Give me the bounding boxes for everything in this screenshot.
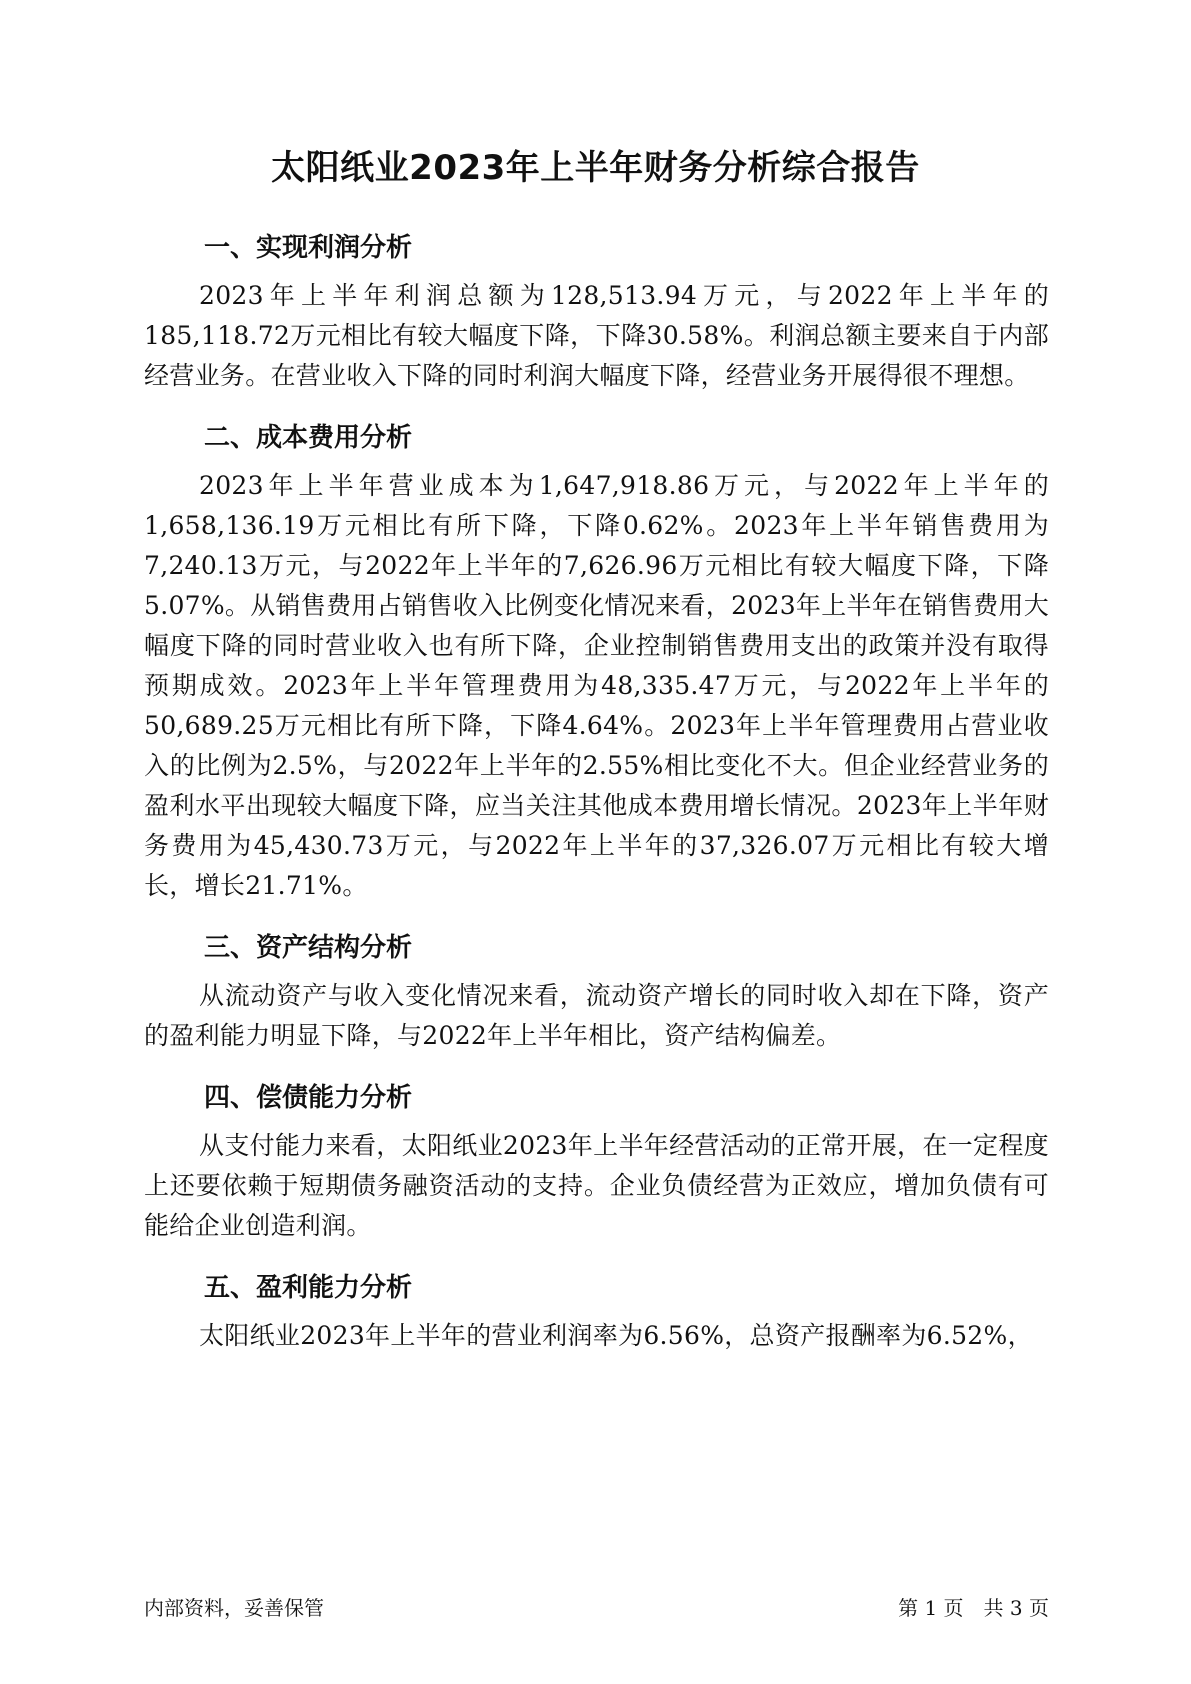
paragraph: 从支付能力来看，太阳纸业2023年上半年经营活动的正常开展，在一定程度上还要依赖于短期债务融资活动的支持。企业负债经营为正效应，增加负债有可能给企业创造利润。 (144, 1131, 1049, 1240)
section-profitability (144, 1268, 1049, 1356)
section-heading: 二、成本费用分析 (204, 423, 413, 453)
page-mid: 页 共 (943, 1596, 1004, 1620)
page-footer (144, 1592, 1049, 1624)
confidentiality-note: 内部资料，妥善保管 (144, 1596, 324, 1620)
page-number (898, 1592, 1049, 1624)
section-heading: 一、实现利润分析 (204, 233, 413, 263)
section-assets (144, 928, 1049, 1056)
page-prefix: 第 (898, 1596, 919, 1620)
section-heading: 五、盈利能力分析 (204, 1273, 413, 1303)
paragraph: 2023年上半年营业成本为1,647,918.86万元，与2022年上半年的1,658,136.19万元相比有所下降，下降0.62%。2023年上半年销售费用为7,240.13万元，与2022年上半年的7,626.96万元相比有较大幅度下降，下降5.07%。从销售费用占销售收入比例变化情况来看，2023年上半年在销售费用大幅度下降的同时营业收入也有所下降，企业控制销售费用支出的政策并没有取得预期成效。2023年上半年管理费用为48,335.47万元，与2022年上半年的50,689.25万元相比有所下降，下降4.64%。2023年上半年管理费用占营业收入的比例为2.5%，与2022年上半年的2.55%相比变化不大。但企业经营业务的盈利水平出现较大幅度下降，应当关注其他成本费用增长情况。2023年上半年财务费用为45,430.73万元，与2022年上半年的37,326.07万元相比有较大增长，增长21.71%。 (144, 471, 1049, 900)
paragraph: 从流动资产与收入变化情况来看，流动资产增长的同时收入却在下降，资产的盈利能力明显下降，与2022年上半年相比，资产结构偏差。 (144, 981, 1049, 1050)
section-heading: 三、资产结构分析 (204, 933, 413, 963)
section-heading: 四、偿债能力分析 (204, 1083, 413, 1113)
section-solvency (144, 1078, 1049, 1246)
page-suffix: 页 (1029, 1596, 1049, 1620)
document-body (144, 228, 1049, 1378)
section-profit (144, 228, 1049, 396)
paragraph: 太阳纸业2023年上半年的营业利润率为6.56%，总资产报酬率为6.52%， (199, 1321, 1033, 1350)
document-title: 太阳纸业2023年上半年财务分析综合报告 (271, 148, 920, 188)
page-total: 3 (1009, 1596, 1023, 1620)
section-cost (144, 418, 1049, 906)
page-current: 1 (924, 1596, 938, 1620)
paragraph: 2023年上半年利润总额为128,513.94万元，与2022年上半年的185,118.72万元相比有较大幅度下降，下降30.58%。利润总额主要来自于内部经营业务。在营业收入下降的同时利润大幅度下降，经营业务开展得很不理想。 (144, 281, 1049, 390)
